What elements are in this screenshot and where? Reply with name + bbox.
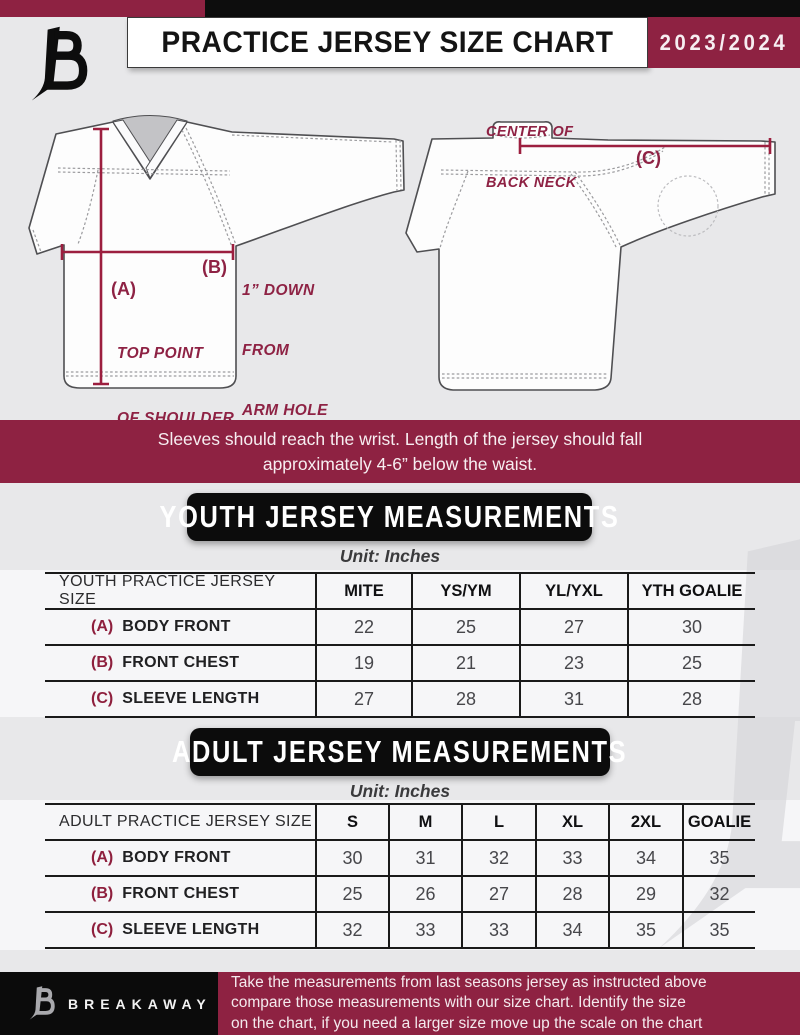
footer-note-line2: compare those measurements with our size chart. Identify the size — [231, 994, 686, 1012]
row-label: FRONT CHEST — [122, 654, 240, 671]
row-label: BODY FRONT — [122, 849, 231, 866]
footer-note-line3: on the chart, if you need a larger size move up the scale on the chart — [231, 1014, 703, 1032]
youth-section-heading — [159, 493, 620, 541]
table-row — [45, 877, 755, 913]
row-label: BODY FRONT — [122, 618, 231, 635]
label-c: (C) — [636, 148, 661, 168]
table-value: 30 — [627, 610, 755, 644]
row-key: (C) — [91, 690, 114, 707]
footer-note-line1: Take the measurements from last seasons jersey as instructed above — [231, 973, 707, 991]
column-header: GOALIE — [682, 805, 755, 839]
table-value: 27 — [315, 682, 411, 716]
table-value: 21 — [411, 646, 519, 680]
youth-unit-label: Unit: Inches — [339, 546, 441, 566]
table-value: 22 — [315, 610, 411, 644]
season-label: 2023/2024 — [659, 29, 789, 55]
fit-notice-line2: approximately 4-6” below the waist. — [262, 453, 538, 474]
table-value: 25 — [315, 877, 388, 911]
table-value: 33 — [388, 913, 461, 947]
table-value: 32 — [315, 913, 388, 947]
youth-section-title: YOUTH JERSEY MEASUREMENTS — [159, 499, 620, 534]
table-value: 30 — [315, 841, 388, 875]
row-key: (B) — [91, 885, 114, 902]
column-header: YL/YXL — [519, 574, 627, 608]
table-value: 28 — [535, 877, 608, 911]
adult-unit-label: Unit: Inches — [349, 781, 451, 801]
table-value: 26 — [388, 877, 461, 911]
table-row — [45, 682, 755, 718]
table-value: 33 — [461, 913, 535, 947]
column-header: MITE — [315, 574, 411, 608]
adult-size-table — [45, 803, 755, 949]
table-value: 34 — [535, 913, 608, 947]
column-header: YOUTH PRACTICE JERSEY SIZE — [59, 573, 276, 608]
back-jersey-drawing — [406, 122, 775, 390]
table-value: 29 — [608, 877, 682, 911]
row-key: (A) — [91, 849, 114, 866]
label-b-note: 1” DOWN FROM ARM HOLE — [242, 282, 328, 419]
adult-section-heading — [172, 728, 628, 776]
page-title: PRACTICE JERSEY SIZE CHART — [161, 25, 614, 59]
label-b: (B) — [202, 257, 227, 277]
footer-brand-panel — [0, 972, 218, 1035]
row-label: SLEEVE LENGTH — [122, 921, 260, 938]
row-label: FRONT CHEST — [122, 885, 240, 902]
footer-instructions-panel — [218, 972, 800, 1035]
column-header: 2XL — [608, 805, 682, 839]
season-badge — [648, 17, 800, 68]
table-value: 35 — [682, 913, 755, 947]
label-c-note: CENTER OF BACK NECK — [486, 124, 577, 191]
table-value: 25 — [411, 610, 519, 644]
table-row — [45, 610, 755, 646]
table-value: 31 — [388, 841, 461, 875]
adult-section-title: ADULT JERSEY MEASUREMENTS — [172, 734, 628, 769]
top-strip-maroon — [0, 0, 205, 17]
table-value: 32 — [682, 877, 755, 911]
row-key: (A) — [91, 618, 114, 635]
row-key: (B) — [91, 654, 114, 671]
table-value: 31 — [519, 682, 627, 716]
table-row — [45, 841, 755, 877]
column-header: ADULT PRACTICE JERSEY SIZE — [59, 813, 313, 830]
column-header: YS/YM — [411, 574, 519, 608]
table-value: 35 — [682, 841, 755, 875]
column-header: XL — [535, 805, 608, 839]
table-value: 23 — [519, 646, 627, 680]
column-header: YTH GOALIE — [627, 574, 755, 608]
label-a-note: TOP POINT OF SHOULDER — [117, 345, 235, 427]
top-strip-black — [205, 0, 800, 17]
youth-size-table — [45, 572, 755, 718]
column-header: M — [388, 805, 461, 839]
table-value: 19 — [315, 646, 411, 680]
brand-name: BREAKAWAY — [68, 995, 212, 1012]
adult-table-header-row — [45, 805, 755, 841]
table-value: 33 — [535, 841, 608, 875]
table-value: 28 — [411, 682, 519, 716]
label-a: (A) — [111, 279, 136, 299]
page-title-box — [127, 17, 648, 68]
table-value: 28 — [627, 682, 755, 716]
table-row — [45, 646, 755, 682]
breakaway-logo-icon — [26, 985, 56, 1023]
row-label: SLEEVE LENGTH — [122, 690, 260, 707]
row-key: (C) — [91, 921, 114, 938]
fit-notice-line1: Sleeves should reach the wrist. Length of the jersey should fall — [157, 428, 643, 449]
table-row — [45, 913, 755, 949]
column-header: S — [315, 805, 388, 839]
table-value: 27 — [519, 610, 627, 644]
table-value: 32 — [461, 841, 535, 875]
column-header: L — [461, 805, 535, 839]
table-value: 35 — [608, 913, 682, 947]
table-value: 25 — [627, 646, 755, 680]
table-value: 27 — [461, 877, 535, 911]
youth-table-header-row — [45, 574, 755, 610]
table-value: 34 — [608, 841, 682, 875]
